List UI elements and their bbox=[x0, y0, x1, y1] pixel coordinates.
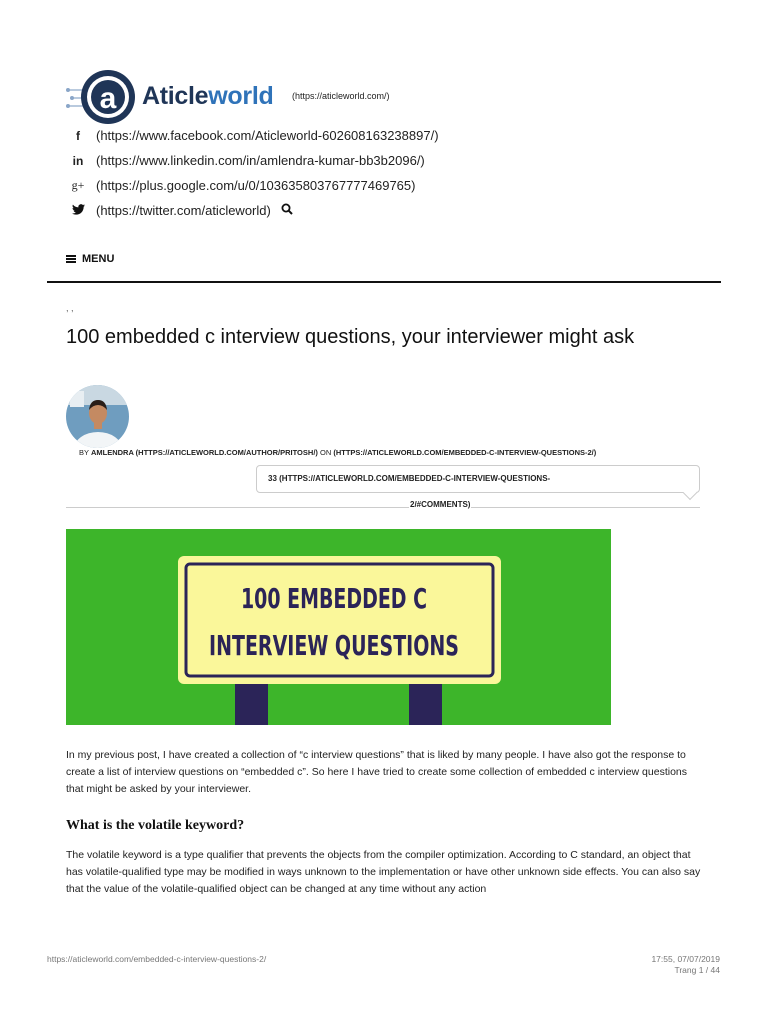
menu-button[interactable]: MENU bbox=[66, 253, 114, 265]
page-title: 100 embedded c interview questions, your interviewer might ask bbox=[66, 326, 635, 348]
site-name[interactable]: Aticleworld bbox=[142, 82, 274, 110]
twitter-icon bbox=[70, 204, 86, 218]
comments-divider bbox=[66, 507, 700, 508]
header-divider bbox=[47, 281, 721, 283]
footer-page: Trang 1 / 44 bbox=[674, 965, 720, 975]
byline: BY AMLENDRA (HTTPS://ATICLEWORLD.COM/AUTHOR/PRITOSH/) ON (HTTPS://ATICLEWORLD.COM/EMBEDDED-C-INTERVIEW-QUESTIONS-2/) bbox=[79, 448, 597, 457]
home-link[interactable]: (https://aticleworld.com/) bbox=[292, 91, 390, 101]
comments-link[interactable]: 33 (HTTPS://ATICLEWORLD.COM/EMBEDDED-C-INTERVIEW-QUESTIONS- bbox=[268, 474, 551, 483]
intro-paragraph: In my previous post, I have created a collection of “c interview questions” that is liked by many people. I have also got the response to create a list of interview questions on “embedded c”. So here I have tried to create some collection of embedded c interview questions that might be asked by your interviewer. bbox=[66, 749, 688, 795]
google-plus-icon: g+ bbox=[71, 178, 85, 192]
facebook-icon: f bbox=[76, 128, 80, 143]
banner-line-1: 100 EMBEDDED C bbox=[241, 582, 427, 615]
footer-datetime: 17:55, 07/07/2019 bbox=[651, 954, 720, 964]
author-link[interactable]: AMLENDRA (HTTPS://ATICLEWORLD.COM/AUTHOR/PRITOSH/) bbox=[90, 448, 318, 457]
volatile-paragraph: The volatile keyword is a type qualifier that prevents the objects from the compiler optimization. According to C standard, an object that has volatile-qualified type may be modified in ways unknown to the implementation or have other unknown side effects. You can also say that the value of the volatile-qualified object can be changed at any time without any action bbox=[66, 849, 701, 895]
banner-line-2: INTERVIEW QUESTIONS bbox=[209, 629, 459, 662]
linkedin-link[interactable]: in (https://www.linkedin.com/in/amlendra-kumar-bb3b2096/) bbox=[70, 153, 425, 168]
linkedin-icon: in bbox=[72, 153, 84, 168]
facebook-link[interactable]: f (https://www.facebook.com/Aticleworld-602608163238897/) bbox=[70, 128, 439, 143]
date-link[interactable]: (HTTPS://ATICLEWORLD.COM/EMBEDDED-C-INTERVIEW-QUESTIONS-2/) bbox=[333, 448, 597, 457]
google-plus-link[interactable]: g+ (https://plus.google.com/u/0/103635803767777469765) bbox=[71, 178, 416, 193]
footer-url: https://aticleworld.com/embedded-c-interview-questions-2/ bbox=[47, 954, 267, 964]
hamburger-icon bbox=[66, 255, 76, 263]
section-heading: What is the volatile keyword? bbox=[66, 818, 245, 833]
svg-text:a: a bbox=[99, 82, 117, 115]
twitter-link[interactable]: (https://twitter.com/aticleworld) bbox=[70, 203, 293, 218]
breadcrumb: , , bbox=[66, 303, 74, 313]
comments-link-continued[interactable]: 2/#COMMENTS) bbox=[410, 500, 471, 509]
author-avatar[interactable] bbox=[66, 385, 129, 448]
search-icon[interactable] bbox=[281, 203, 293, 218]
article-banner bbox=[66, 529, 611, 725]
